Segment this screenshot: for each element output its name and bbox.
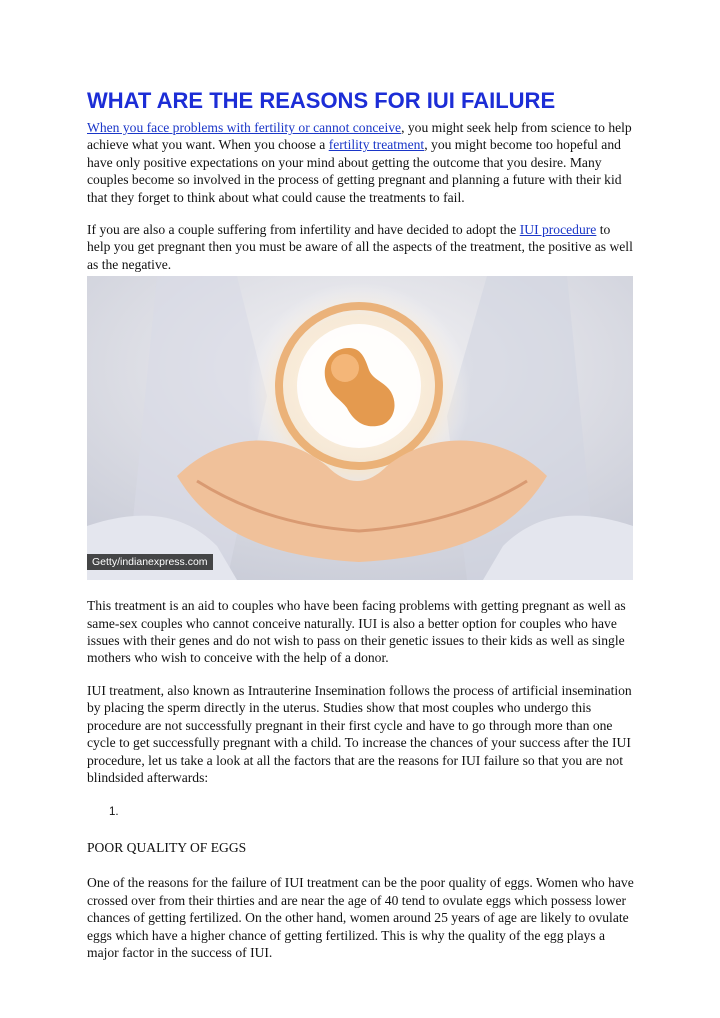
iui-procedure-link[interactable]: IUI procedure (519, 222, 597, 238)
fertility-treatment-link[interactable]: fertility treatment (328, 137, 425, 153)
hands-fetus-illustration (87, 276, 633, 580)
intro-paragraph: When you face problems with fertility or cannot conceive, you might seek help from science to help achieve what you want. When you choose a fertility treatment, you might become too hopeful and have only positive expectations on your mind about getting the outcome that you desire. Many couples become so involved in the process of getting pregnant and planning a future with their kid that they forget to think about what could cause the treatments to fail. (87, 120, 632, 205)
egg-quality-paragraph: One of the reasons for the failure of IUI treatment can be the poor quality of eggs. Women who have crossed over from their thirties and are near the age of 40 tend to ovulate eggs which possess lower chances of getting fertilized. On the other hand, women around 25 years of age are likely to ovulate eggs which have a higher chance of getting fertilized. This is why the quality of the egg plays a major factor in the success of IUI. (87, 875, 634, 960)
treatment-paragraph: This treatment is an aid to couples who have been facing problems with getting pregnant as well as same-sex couples who cannot conceive naturally. IUI is also a better option for couples who have issues with their genes and do not wish to pass on their genetic issues to their kids as well as single mothers who wish to conceive with the help of a donor. (87, 598, 626, 666)
hero-image (87, 276, 633, 580)
image-credit: Getty/indianexpress.com (87, 554, 213, 570)
fertility-link[interactable]: When you face problems with fertility or cannot conceive (87, 120, 402, 135)
iui-paragraph: If you are also a couple suffering from infertility and have decided to adopt the IUI procedure to help you get pregnant then you must be aware of all the aspects of the treatment, the positive as well as the negative. (87, 222, 633, 272)
article (87, 88, 635, 976)
section-title: POOR QUALITY OF EGGS (87, 840, 247, 856)
list-number: 1. (109, 806, 119, 819)
iui-definition-paragraph: IUI treatment, also known as Intrauterine Insemination follows the process of artificial insemination by placing the sperm directly in the uterus. Studies show that most couples who undergo this procedure are not successfully pregnant in their first cycle and have to go through more than one cycle to get successfully pregnant with a child. To increase the chances of your success after the IUI procedure, let us take a look at all the factors that are the reasons for IUI failure so that you are not blindsided afterwards: (87, 682, 632, 785)
page-title: WHAT ARE THE REASONS FOR IUI FAILURE (87, 88, 556, 113)
